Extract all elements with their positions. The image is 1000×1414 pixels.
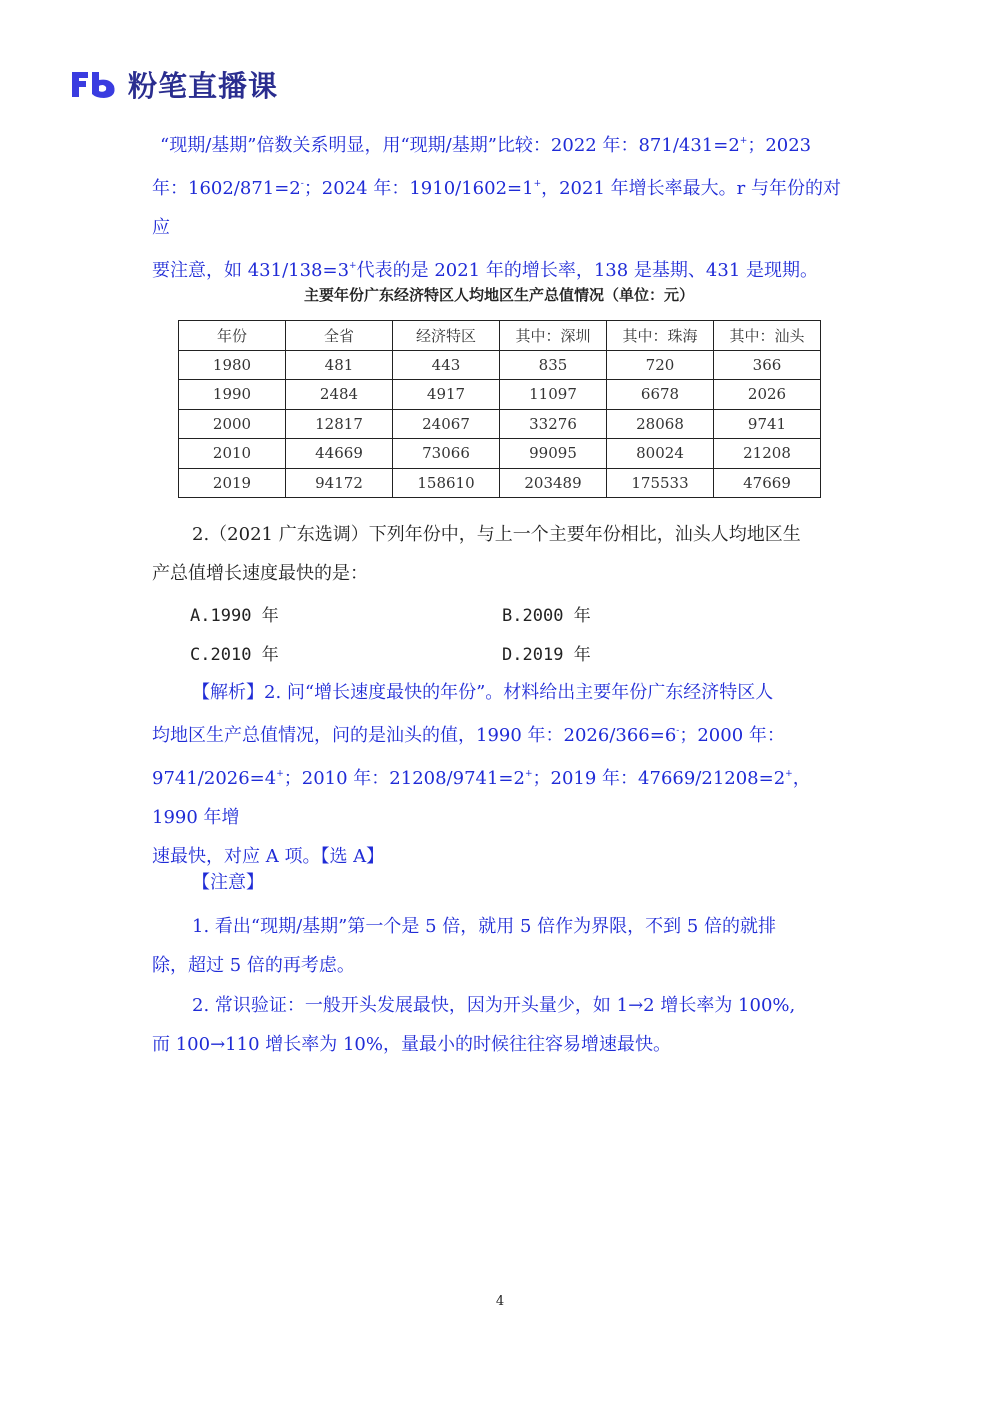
table-row (179, 350, 821, 380)
table-header-cell: 年份 (179, 321, 286, 351)
table-cell: 2484 (286, 380, 393, 410)
table-title: 主要年份广东经济特区人均地区生产总值情况（单位：元） (303, 286, 694, 304)
table-header-cell: 其中：珠海 (607, 321, 714, 351)
table-cell: 28068 (607, 409, 714, 439)
table-row (179, 409, 821, 439)
table-cell: 6678 (607, 380, 714, 410)
table-cell: 94172 (286, 468, 393, 498)
table-cell: 366 (714, 350, 821, 380)
brand-logo (70, 64, 278, 104)
table-cell: 203489 (500, 468, 607, 498)
table-cell: 2019 (179, 468, 286, 498)
brand-name: 粉笔直播课 (128, 68, 279, 103)
table-cell: 12817 (286, 409, 393, 439)
table-cell: 443 (393, 350, 500, 380)
analysis-paragraph: 【解析】2. 问“增长速度最快的年份”。材料给出主要年份广东经济特区人 均地区生产总值情况，问的是汕头的值，1990 年：2026/366=6-；2000 年： 9741/2026=4+；2010 年：21208/9741=2+；2019 年：47669/21208=2+，1990 年增 速最快，对应 A 项。【选 A】 (152, 682, 811, 867)
table-cell: 47669 (714, 468, 821, 498)
data-table (178, 320, 821, 498)
table-cell: 1980 (179, 350, 286, 380)
table-header-cell: 经济特区 (393, 321, 500, 351)
table-cell: 4917 (393, 380, 500, 410)
table-row (179, 468, 821, 498)
note-title: 【注意】 (192, 872, 264, 893)
note-1: 1. 看出“现期/基期”第一个是 5 倍，就用 5 倍作为界限，不到 5 倍的就排 除，超过 5 倍的再考虑。 (152, 916, 777, 976)
question-text: 2.（2021 广东选调）下列年份中，与上一个主要年份相比，汕头人均地区生 产总值增长速度最快的是： (152, 524, 801, 584)
table-cell: 9741 (714, 409, 821, 439)
table-header-cell: 其中：汕头 (714, 321, 821, 351)
table-cell: 175533 (607, 468, 714, 498)
option-c: C.2010 年 (190, 645, 279, 665)
table-cell: 21208 (714, 439, 821, 469)
option-b: B.2000 年 (502, 606, 591, 626)
table-cell: 720 (607, 350, 714, 380)
table-header-row (179, 321, 821, 351)
table-cell: 33276 (500, 409, 607, 439)
table-cell: 99095 (500, 439, 607, 469)
intro-paragraph: “现期/基期”倍数关系明显，用“现期/基期”比较：2022 年：871/431=2+；2023 年：1602/871=2-；2024 年：1910/1602=1+，2021 年增长率最大。r 与年份的对应 要注意，如 431/138=3+代表的是 2021 年的增长率，138 是基期、431 是现期。 (152, 135, 841, 281)
table-cell: 80024 (607, 439, 714, 469)
table-cell: 1990 (179, 380, 286, 410)
table-cell: 2026 (714, 380, 821, 410)
table-cell: 158610 (393, 468, 500, 498)
table-cell: 73066 (393, 439, 500, 469)
note-2: 2. 常识验证：一般开头发展最快，因为开头量少，如 1→2 增长率为 100%, 而 100→110 增长率为 10%，量最小的时候往往容易增速最快。 (152, 995, 796, 1055)
table-cell: 11097 (500, 380, 607, 410)
page-number: 4 (495, 1294, 505, 1309)
table-cell: 24067 (393, 409, 500, 439)
option-d: D.2019 年 (502, 645, 591, 665)
fb-logo-icon (70, 68, 120, 100)
table-cell: 2000 (179, 409, 286, 439)
table-header-cell: 其中：深圳 (500, 321, 607, 351)
table-cell: 44669 (286, 439, 393, 469)
table-row (179, 439, 821, 469)
option-a: A.1990 年 (190, 606, 279, 626)
table-cell: 835 (500, 350, 607, 380)
table-cell: 481 (286, 350, 393, 380)
table-row (179, 380, 821, 410)
table-header-cell: 全省 (286, 321, 393, 351)
table-cell: 2010 (179, 439, 286, 469)
